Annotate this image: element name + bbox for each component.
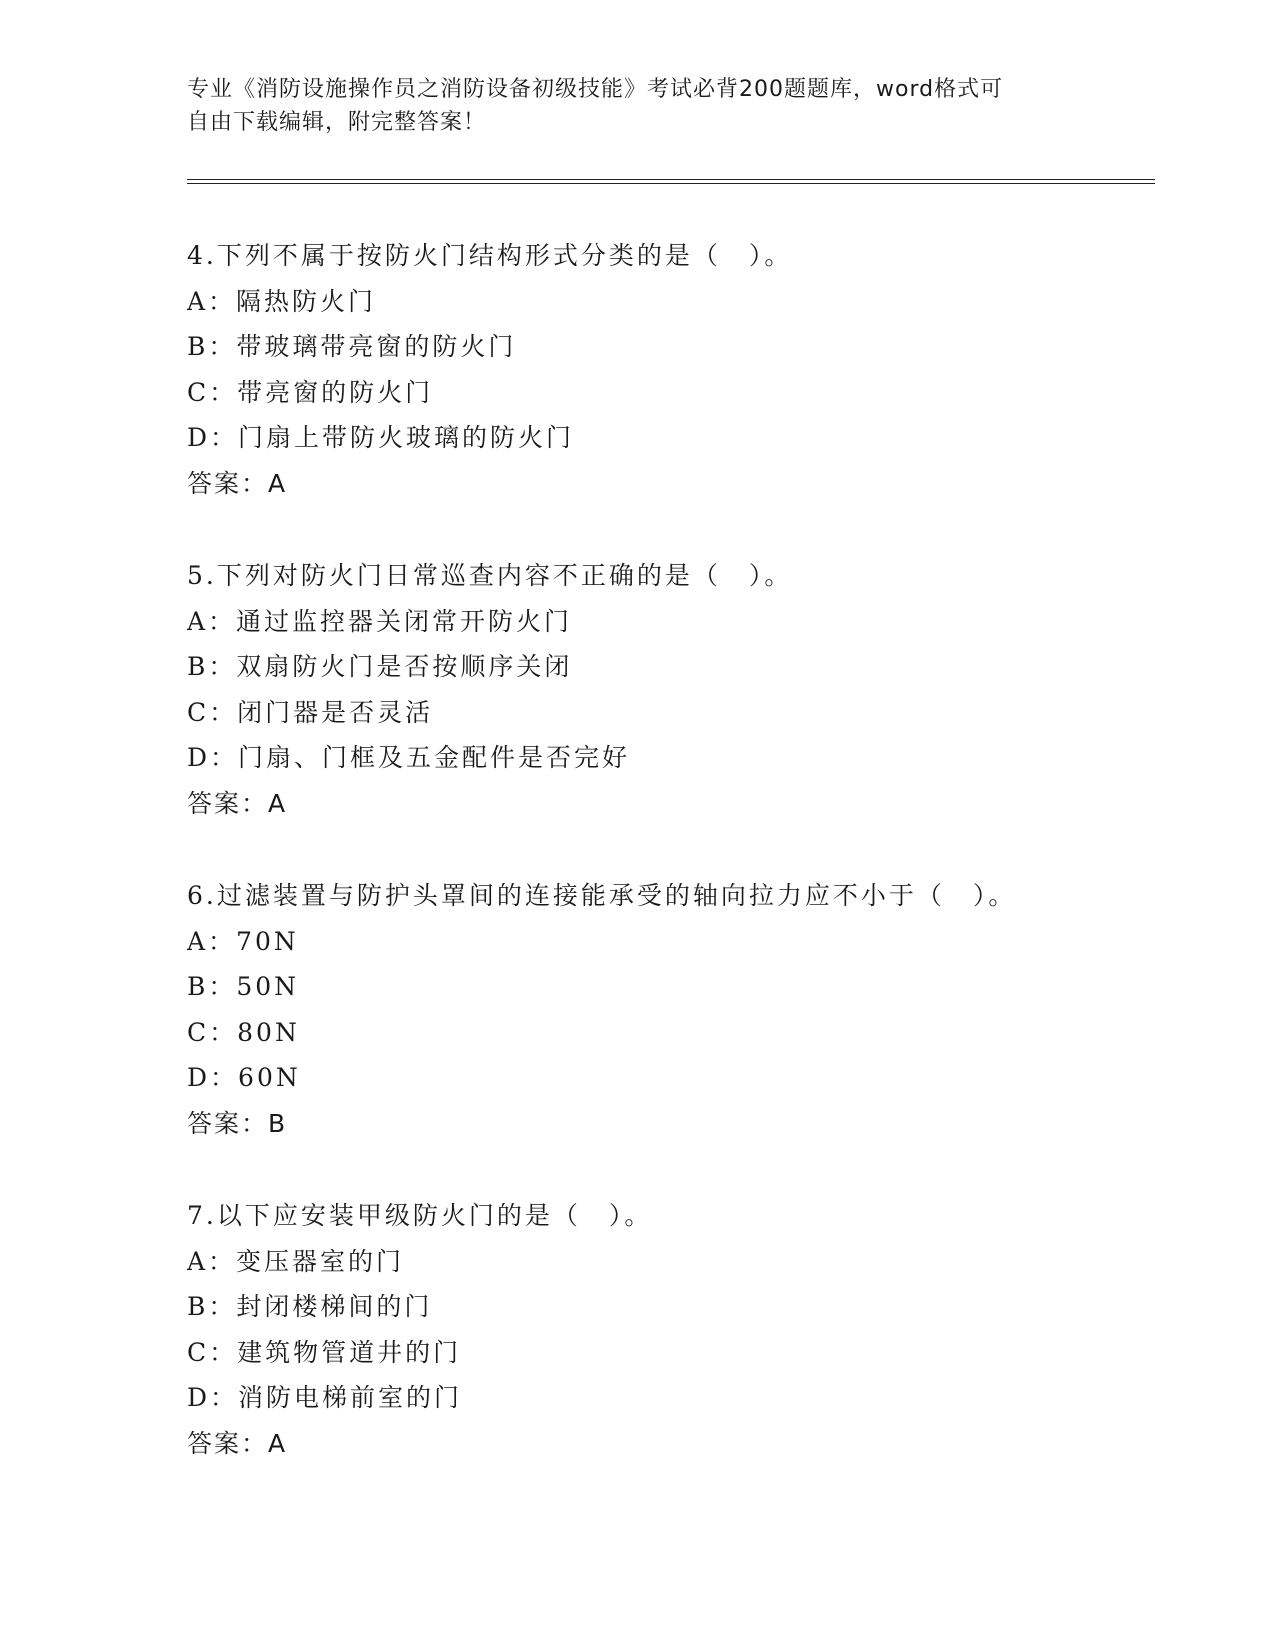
option-a: A：变压器室的门 <box>187 1246 405 1276</box>
option-c: C：闭门器是否灵活 <box>187 697 434 727</box>
question-stem: 7.以下应安装甲级防火门的是（ ）。 <box>187 1201 653 1230</box>
header-line-2: 自由下载编辑，附完整答案！ <box>187 110 487 135</box>
answer: 答案：B <box>187 1108 288 1138</box>
option-c: C：建筑物管道井的门 <box>187 1337 462 1367</box>
option-b: B：双扇防火门是否按顺序关闭 <box>187 652 573 681</box>
question-5 <box>187 553 1147 826</box>
question-stem: 4.下列不属于按防火门结构形式分类的是（ ）。 <box>187 241 793 270</box>
option-d: D：门扇上带防火玻璃的防火门 <box>187 423 575 452</box>
question-4 <box>187 233 1147 506</box>
option-b: B：封闭楼梯间的门 <box>187 1292 433 1321</box>
option-b: B：带玻璃带亮窗的防火门 <box>187 332 517 361</box>
answer: 答案：A <box>187 468 288 498</box>
option-a: A：通过监控器关闭常开防火门 <box>187 606 573 636</box>
option-c: C：80N <box>187 1017 300 1047</box>
question-7 <box>187 1193 1147 1466</box>
option-d: D：门扇、门框及五金配件是否完好 <box>187 743 631 772</box>
answer: 答案：A <box>187 788 288 818</box>
document-header <box>187 73 1087 139</box>
question-stem: 5.下列对防火门日常巡查内容不正确的是（ ）。 <box>187 561 793 590</box>
answer: 答案：A <box>187 1428 288 1458</box>
header-line-1: 专业《消防设施操作员之消防设备初级技能》考试必背200题题库，word格式可 <box>187 77 1004 102</box>
header-divider-bottom <box>187 183 1155 184</box>
option-a: A：70N <box>187 926 299 956</box>
option-d: D：消防电梯前室的门 <box>187 1383 463 1412</box>
option-b: B：50N <box>187 972 300 1001</box>
option-c: C：带亮窗的防火门 <box>187 377 434 407</box>
option-d: D：60N <box>187 1063 301 1092</box>
question-6 <box>187 873 1147 1146</box>
option-a: A：隔热防火门 <box>187 286 377 316</box>
header-divider-top <box>187 179 1155 180</box>
question-stem: 6.过滤装置与防护头罩间的连接能承受的轴向拉力应不小于（ ）。 <box>187 881 1017 910</box>
